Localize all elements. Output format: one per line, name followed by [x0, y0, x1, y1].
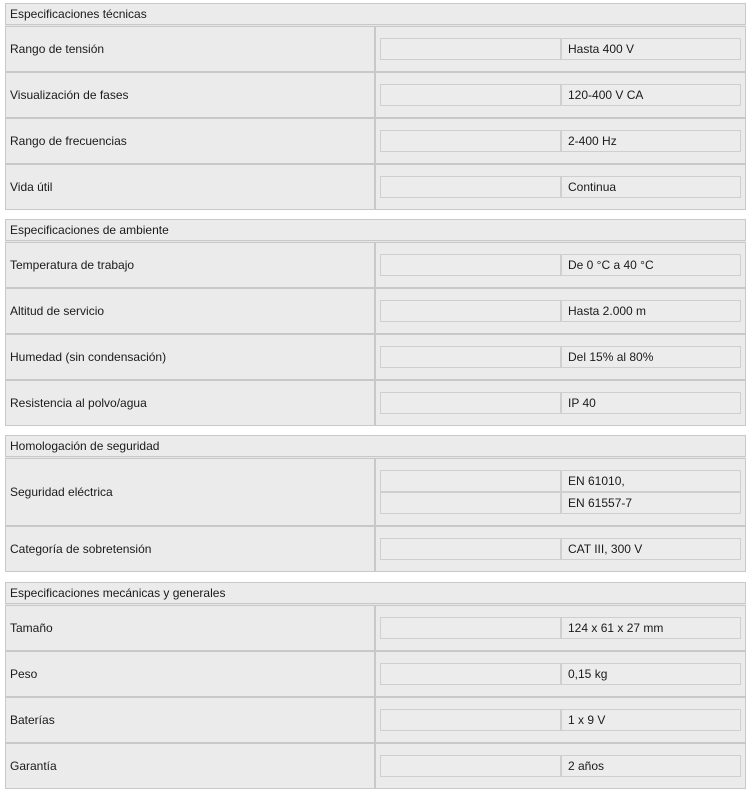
section-header: Homologación de seguridad	[5, 435, 746, 457]
spec-value: 0,15 kg	[561, 663, 741, 685]
spec-row	[5, 526, 746, 572]
spec-value-cell	[375, 380, 746, 426]
spec-value-cell	[375, 526, 746, 572]
spec-label: Categoría de sobretensión	[5, 526, 375, 572]
spec-row	[5, 458, 746, 526]
spec-row	[5, 743, 746, 789]
spec-row	[5, 242, 746, 288]
spec-value-cell	[375, 72, 746, 118]
spec-label: Tamaño	[5, 605, 375, 651]
spec-label: Peso	[5, 651, 375, 697]
spec-label: Rango de frecuencias	[5, 118, 375, 164]
section-homologacion-de-seguridad	[5, 435, 746, 572]
spec-label: Resistencia al polvo/agua	[5, 380, 375, 426]
spec-value-spacer	[380, 470, 561, 492]
spec-row	[5, 697, 746, 743]
spec-value-spacer	[380, 300, 561, 322]
spec-label: Temperatura de trabajo	[5, 242, 375, 288]
spec-value-spacer	[380, 709, 561, 731]
spec-value-cell	[375, 288, 746, 334]
spec-value-spacer	[380, 392, 561, 414]
spec-value: 124 x 61 x 27 mm	[561, 617, 741, 639]
section-header: Especificaciones de ambiente	[5, 219, 746, 241]
spec-value-spacer	[380, 84, 561, 106]
spec-value: De 0 °C a 40 °C	[561, 254, 741, 276]
spec-label: Baterías	[5, 697, 375, 743]
spec-value: Continua	[561, 176, 741, 198]
spec-label: Altitud de servicio	[5, 288, 375, 334]
spec-row	[5, 72, 746, 118]
section-header: Especificaciones técnicas	[5, 3, 746, 25]
section-especificaciones-tecnicas	[5, 3, 746, 210]
spec-value: IP 40	[561, 392, 741, 414]
spec-row	[5, 288, 746, 334]
spec-value: 2-400 Hz	[561, 130, 741, 152]
spec-value-spacer	[380, 492, 561, 514]
spec-value: EN 61010,	[561, 470, 741, 492]
spec-value-cell	[375, 242, 746, 288]
spec-row	[5, 26, 746, 72]
section-especificaciones-de-ambiente	[5, 219, 746, 426]
spec-row	[5, 118, 746, 164]
spec-value-cell	[375, 605, 746, 651]
spec-value-cell	[375, 334, 746, 380]
spec-row	[5, 380, 746, 426]
spec-value-spacer	[380, 38, 561, 60]
spec-value-spacer	[380, 130, 561, 152]
spec-value-spacer	[380, 254, 561, 276]
spec-value-spacer	[380, 538, 561, 560]
spec-value: Del 15% al 80%	[561, 346, 741, 368]
spec-value: CAT III, 300 V	[561, 538, 741, 560]
spec-value-spacer	[380, 346, 561, 368]
spec-value: EN 61557-7	[561, 492, 741, 514]
spec-label: Rango de tensión	[5, 26, 375, 72]
spec-value-cell	[375, 118, 746, 164]
section-especificaciones-mecanicas-y-generales	[5, 582, 746, 789]
spec-label: Garantía	[5, 743, 375, 789]
spec-value-cell	[375, 697, 746, 743]
spec-label: Seguridad eléctrica	[5, 458, 375, 526]
spec-value: 2 años	[561, 755, 741, 777]
spec-value-spacer	[380, 176, 561, 198]
spec-row	[5, 334, 746, 380]
spec-row	[5, 651, 746, 697]
spec-value-spacer	[380, 617, 561, 639]
spec-row	[5, 605, 746, 651]
spec-value: 120-400 V CA	[561, 84, 741, 106]
spec-value-cell	[375, 651, 746, 697]
spec-value-cell	[375, 743, 746, 789]
spec-value-cell	[375, 458, 746, 526]
spec-value: Hasta 2.000 m	[561, 300, 741, 322]
spec-value-cell	[375, 164, 746, 210]
section-header: Especificaciones mecánicas y generales	[5, 582, 746, 604]
spec-value-spacer	[380, 755, 561, 777]
spec-label: Visualización de fases	[5, 72, 375, 118]
spec-value: 1 x 9 V	[561, 709, 741, 731]
spec-label: Humedad (sin condensación)	[5, 334, 375, 380]
spec-value: Hasta 400 V	[561, 38, 741, 60]
spec-label: Vida útil	[5, 164, 375, 210]
spec-row	[5, 164, 746, 210]
spec-value-spacer	[380, 663, 561, 685]
spec-value-cell	[375, 26, 746, 72]
